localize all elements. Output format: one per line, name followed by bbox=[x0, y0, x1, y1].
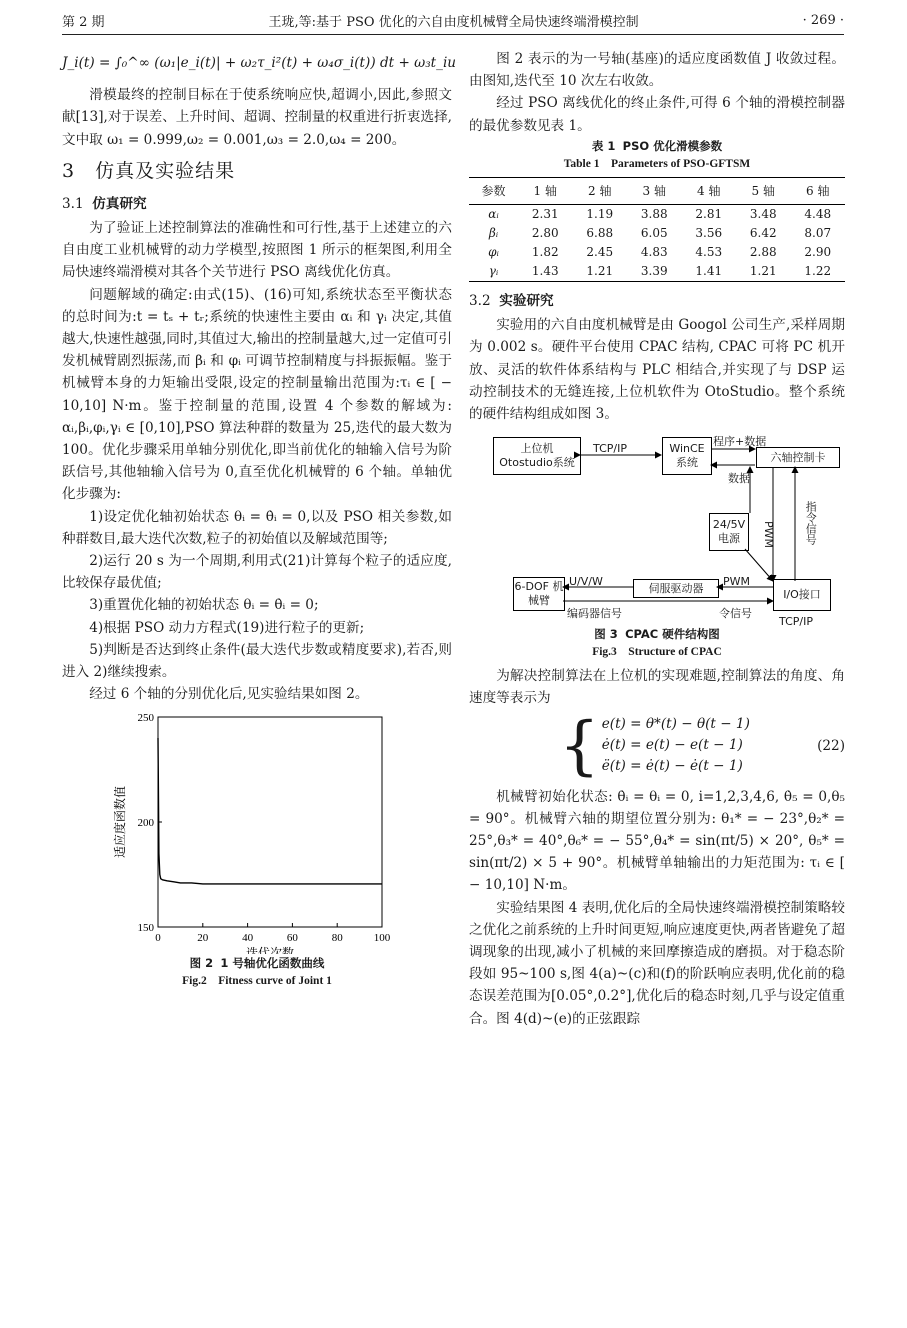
table-cell: 2.88 bbox=[749, 245, 777, 260]
y-tick-label: 200 bbox=[137, 817, 154, 830]
table1-number: 表 1 bbox=[591, 138, 616, 153]
cpac-diagram bbox=[473, 431, 843, 629]
control-signal-label: 令信号 bbox=[719, 607, 752, 621]
eq22-line: ë(t) = ė(t) − ė(t − 1) bbox=[601, 758, 743, 775]
fitness-series-line bbox=[158, 738, 382, 884]
robot-arm-box: 6-DOF 机械臂 bbox=[513, 577, 565, 611]
section-3-2-heading bbox=[469, 290, 845, 312]
servo-driver-box: 伺服驱动器 bbox=[633, 579, 719, 598]
fig3-title: CPAC 硬件结构图 bbox=[625, 627, 720, 642]
x-tick-label: 40 bbox=[242, 932, 254, 945]
io-interface-box: I/O接口 bbox=[773, 579, 831, 611]
x-tick-label: 20 bbox=[197, 932, 209, 945]
eq22-number: (22) bbox=[817, 737, 845, 754]
table-cell: βᵢ bbox=[488, 226, 499, 241]
fig2-number: 图 2 bbox=[189, 956, 214, 971]
table-cell: 3.88 bbox=[640, 207, 668, 222]
plot-frame bbox=[158, 717, 382, 927]
fitness-chart bbox=[62, 709, 442, 954]
section-number: 3.1 bbox=[62, 195, 84, 212]
running-title: 王珑,等:基于 PSO 优化的六自由度机械臂全局快速终端滑模控制 bbox=[268, 14, 639, 30]
table-cell: γᵢ bbox=[469, 262, 518, 282]
power-box: 24/5V 电源 bbox=[709, 513, 749, 551]
x-tick-label: 80 bbox=[331, 932, 343, 945]
step-2: 2)运行 20 s 为一个周期,利用式(21)计算每个粒子的适应度,比较保存最优值; bbox=[62, 553, 452, 592]
fig2-caption-cn bbox=[62, 954, 452, 972]
table-cell: 1.21 bbox=[736, 262, 791, 282]
table1-caption-en: Table 1 Parameters of PSO-GFTSM bbox=[563, 157, 751, 170]
host-box: 上位机 Otostudio系统 bbox=[493, 437, 581, 475]
section-3-1-heading bbox=[62, 193, 452, 215]
right-column bbox=[469, 48, 845, 1030]
table-cell: 2.90 bbox=[804, 245, 832, 260]
x-tick-label: 100 bbox=[373, 932, 391, 945]
table-header-row bbox=[469, 177, 845, 204]
table-cell: 2.45 bbox=[586, 245, 614, 260]
paragraph-after: 经过 6 个轴的分别优化后,见实验结果如图 2。 bbox=[89, 686, 369, 703]
table-cell: 4.83 bbox=[640, 245, 668, 260]
table-cell: 2.80 bbox=[531, 226, 559, 241]
table-row bbox=[469, 262, 845, 282]
encoder-label: 编码器信号 bbox=[567, 607, 622, 621]
table-header-cell: 2 轴 bbox=[572, 177, 627, 204]
table1-caption-cn bbox=[469, 137, 845, 155]
program-data-label: 程序+数据 bbox=[713, 435, 767, 449]
x-tick-label: 60 bbox=[286, 932, 298, 945]
eq22-line: ė(t) = e(t) − e(t − 1) bbox=[601, 737, 743, 754]
uvw-label: U/V/W bbox=[569, 575, 603, 589]
table-cell: 6.42 bbox=[749, 226, 777, 241]
step-1: 1)设定优化轴初始状态 θᵢ = θ̇ᵢ = 0,以及 PSO 相关参数,如种群数目,最大迭代次数,粒子的初始值以及解域范围等; bbox=[62, 508, 452, 547]
paragraph-result: 实验结果图 4 表明,优化后的全局快速终端滑模控制策略较之优化之前系统的上升时间更短,响应速度更快,两者皆避免了超调现象的出现,减小了机械的来回摩擦造成的磨损。对于稳态阶段如 95~100 s,图 4(a)~(c)和(f)的阶跃响应表明,优化前的稳态误差范围为[0.05°,0.2°],优化后的稳态时刻,几乎与设定值重合。图 4(d)~(e)的正弦跟踪 bbox=[469, 899, 845, 1027]
fig2-title: 1 号轴优化函数曲线 bbox=[220, 956, 325, 971]
table-cell: 4.48 bbox=[804, 207, 832, 222]
equation-brace: { bbox=[559, 708, 600, 783]
fig3-number: 图 3 bbox=[594, 627, 618, 642]
tcpip-label-1: TCP/IP bbox=[593, 442, 627, 456]
y-tick-label: 150 bbox=[137, 922, 154, 935]
data-label: 数据 bbox=[728, 472, 750, 486]
paragraph-verify: 为了验证上述控制算法的准确性和可行性,基于上述建立的六自由度工业机械臂的动力学模型,按照图 1 所示的框架图,利用全局快速终端滑模对其各个关节进行 PSO 离线优化仿真。 bbox=[62, 220, 452, 281]
paragraph-domain: 问题解域的确定:由式(15)、(16)可知,系统状态至平衡状态的总时间为:t = tₛ + tᵣ;系统的快速性主要由 αᵢ 和 γᵢ 决定,其值越大,快速性越强,同时,其值过大,输出的控制量越大,过一定值可引发机械臂剧烈振荡,而 βᵢ 和 φᵢ 可调节控制精度与抖振振幅。鉴于机械臂本身的力矩输出受限,设定的控制量输出范围为:τᵢ ∈ [ − 10,10] N·m。鉴于控制量的范围,设置 4 个参数的解域为: αᵢ,βᵢ,φᵢ,γᵢ ∈ [0,10],PSO 算法种群的数量为 25,迭代的最大数为 100。优化步骤采用单轴分别优化,即当前优化的轴输入信号为阶跃信号,其他轴输入信号为 0,直至优化机械臂的 6 个轴。单轴优化步骤为: bbox=[62, 286, 452, 503]
fig3-caption-en: Fig.3 Structure of CPAC bbox=[592, 646, 722, 659]
step-4: 4)根据 PSO 动力方程式(19)进行粒子的更新; bbox=[89, 619, 365, 636]
table-cell: 1.41 bbox=[681, 262, 736, 282]
running-header bbox=[62, 6, 844, 35]
section-title: 实验研究 bbox=[499, 293, 554, 310]
equation-22 bbox=[469, 708, 845, 783]
table-cell: 1.22 bbox=[790, 262, 845, 282]
x-tick-label: 0 bbox=[155, 932, 161, 945]
fitness-chart-svg bbox=[62, 709, 442, 954]
section-title: 仿真研究 bbox=[92, 195, 147, 212]
table-header-cell: 1 轴 bbox=[518, 177, 573, 204]
table-row bbox=[469, 205, 845, 225]
table-cell: 2.81 bbox=[695, 207, 723, 222]
table-header-cell: 参数 bbox=[469, 177, 518, 204]
table-cell: φᵢ bbox=[488, 245, 499, 260]
table-cell: 4.53 bbox=[695, 245, 723, 260]
table-cell: 3.39 bbox=[627, 262, 682, 282]
issue-number: 第 2 期 bbox=[62, 14, 105, 30]
tcpip-label-2: TCP/IP bbox=[779, 615, 813, 629]
pwm-horizontal-label: PWM bbox=[723, 575, 751, 589]
table-header-cell: 3 轴 bbox=[627, 177, 682, 204]
fitness-equation: J_i(t) = ∫₀^∞ (ω₁|e_i(t)| + ω₂τ_i²(t) + ω₄σ_i(t)) dt + ω₃t_iu bbox=[62, 55, 457, 71]
table-row bbox=[469, 224, 845, 243]
wince-box: WinCE 系统 bbox=[662, 437, 712, 475]
left-column bbox=[62, 48, 457, 990]
y-tick-label: 250 bbox=[137, 712, 154, 725]
table-cell: 1.43 bbox=[518, 262, 573, 282]
step-3: 3)重置优化轴的初始状态 θᵢ = θ̇ᵢ = 0; bbox=[89, 597, 319, 614]
table-header-cell: 6 轴 bbox=[790, 177, 845, 204]
paragraph-pso: 经过 PSO 离线优化的终止条件,可得 6 个轴的滑模控制器的最优参数见表 1。 bbox=[469, 95, 845, 134]
paragraph-init: 机械臂初始化状态: θ̇ᵢ = θᵢ = 0, i=1,2,3,4,6, θ̇₅ = 0,θ₅ = 90°。机械臂六轴的期望位置分别为: θ₁* = − 23°,θ₂* = 25°,θ₃* = 40°,θ₆* = − 55°,θ₄* = sin(πt/5) × 20°, θ₅* = sin(πt/2) × 5 + 90°。机械臂单轴输出的力矩范围为: τᵢ ∈ [ − 10,10] N·m。 bbox=[469, 788, 845, 894]
table-cell: 3.56 bbox=[695, 226, 723, 241]
page-number: · 269 · bbox=[802, 12, 844, 28]
section-3-heading: 3 仿真及实验结果 bbox=[62, 159, 236, 182]
table1-title: PSO 优化滑模参数 bbox=[622, 138, 723, 153]
paragraph-fig2: 图 2 表示的为一号轴(基座)的适应度函数值 J 收敛过程。由图知,迭代至 10 次左右收敛。 bbox=[469, 51, 845, 90]
table-cell: 1.19 bbox=[586, 207, 614, 222]
table-cell: 2.31 bbox=[531, 207, 559, 222]
fig2-caption-en: Fig.2 Fitness curve of Joint 1 bbox=[182, 975, 332, 988]
six-axis-card-box: 六轴控制卡 bbox=[756, 447, 840, 468]
table-row bbox=[469, 243, 845, 262]
x-axis-label: 迭代次数 bbox=[245, 946, 295, 955]
table-header-cell: 5 轴 bbox=[736, 177, 791, 204]
table-header-cell: 4 轴 bbox=[681, 177, 736, 204]
parameters-table bbox=[469, 177, 845, 282]
pwm-vertical-label: PWM bbox=[762, 521, 776, 549]
section-number: 3.2 bbox=[469, 293, 491, 310]
paragraph-goal: 滑模最终的控制目标在于使系统响应快,超调小,因此,参照文献[13],对于误差、上升时间、超调、控制量的权重进行折衷选择,文中取 ω₁ = 0.999,ω₂ = 0.001,ω₃ = 2.0,ω₄ = 200。 bbox=[62, 87, 452, 148]
eq22-line: e(t) = θ*(t) − θ(t − 1) bbox=[601, 716, 750, 733]
table-cell: 6.05 bbox=[640, 226, 668, 241]
table-cell: 8.07 bbox=[804, 226, 832, 241]
paragraph-solve: 为解决控制算法在上位机的实现难题,控制算法的角度、角速度等表示为 bbox=[469, 668, 845, 707]
command-signal-label: 指令信号 bbox=[804, 501, 818, 546]
y-axis-label: 适应度函数值 bbox=[113, 786, 127, 859]
step-5: 5)判断是否达到终止条件(最大迭代步数或精度要求),若否,则进入 2)继续搜索。 bbox=[62, 641, 452, 681]
table-cell: 3.48 bbox=[749, 207, 777, 222]
table-cell: 6.88 bbox=[586, 226, 614, 241]
table-cell: 1.82 bbox=[531, 245, 559, 260]
table-cell: αᵢ bbox=[488, 207, 499, 222]
paragraph-experiment: 实验用的六自由度机械臂是由 Googol 公司生产,采样周期为 0.002 s。硬件平台使用 CPAC 结构, CPAC 可将 PC 机开放、灵活的软件体系结构与 PLC 相结合,并实现了与 DSP 运动控制技术的无缝连接,上位机软件为 OtoStudio。整个系统的硬件结构组成如图 3。 bbox=[469, 317, 845, 423]
table-cell: 1.21 bbox=[572, 262, 627, 282]
